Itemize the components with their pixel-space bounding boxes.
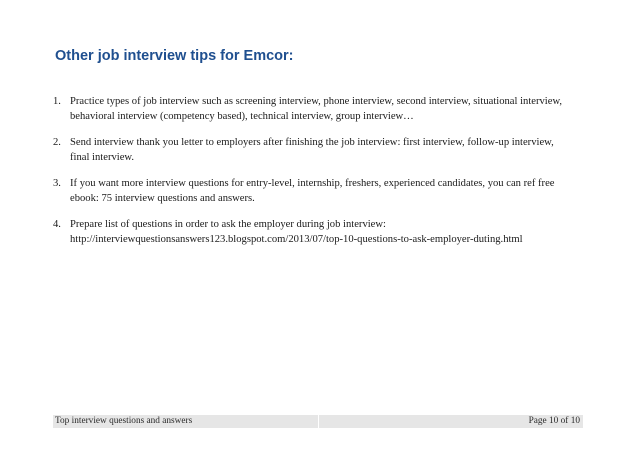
tip-text-line: final interview. bbox=[70, 152, 135, 163]
tip-item-3 bbox=[53, 176, 593, 206]
tip-number: 1. bbox=[53, 96, 61, 107]
tip-item-4 bbox=[53, 217, 593, 247]
tip-text-line: Prepare list of questions in order to ask the employer during job interview: bbox=[70, 219, 386, 230]
tip-item-1 bbox=[53, 94, 593, 124]
section-heading: Other job interview tips for Emcor: bbox=[55, 48, 294, 64]
tip-text-line: Send interview thank you letter to employers after finishing the job interview: first interview, follow-up interview, bbox=[70, 137, 554, 148]
tip-text-line: If you want more interview questions for entry-level, internship, freshers, experienced candidates, you can ref free bbox=[70, 178, 555, 189]
tip-text-line: ebook: 75 interview questions and answers. bbox=[70, 193, 255, 204]
page-footer bbox=[53, 415, 583, 428]
tip-number: 4. bbox=[53, 219, 61, 230]
questions-url-link[interactable]: http://interviewquestionsanswers123.blogspot.com/2013/07/top-10-questions-to-ask-employer-duting.html bbox=[70, 234, 523, 245]
tip-text-line: behavioral interview (competency based), technical interview, group interview… bbox=[70, 111, 414, 122]
tip-number: 3. bbox=[53, 178, 61, 189]
page-number: Page 10 of 10 bbox=[528, 416, 580, 426]
tip-item-2 bbox=[53, 135, 593, 165]
tip-text-line: Practice types of job interview such as screening interview, phone interview, second interview, situational interview, bbox=[70, 96, 563, 107]
footer-title: Top interview questions and answers bbox=[55, 416, 193, 426]
tips-list bbox=[53, 94, 593, 258]
footer-divider bbox=[318, 415, 319, 428]
tip-number: 2. bbox=[53, 137, 61, 148]
